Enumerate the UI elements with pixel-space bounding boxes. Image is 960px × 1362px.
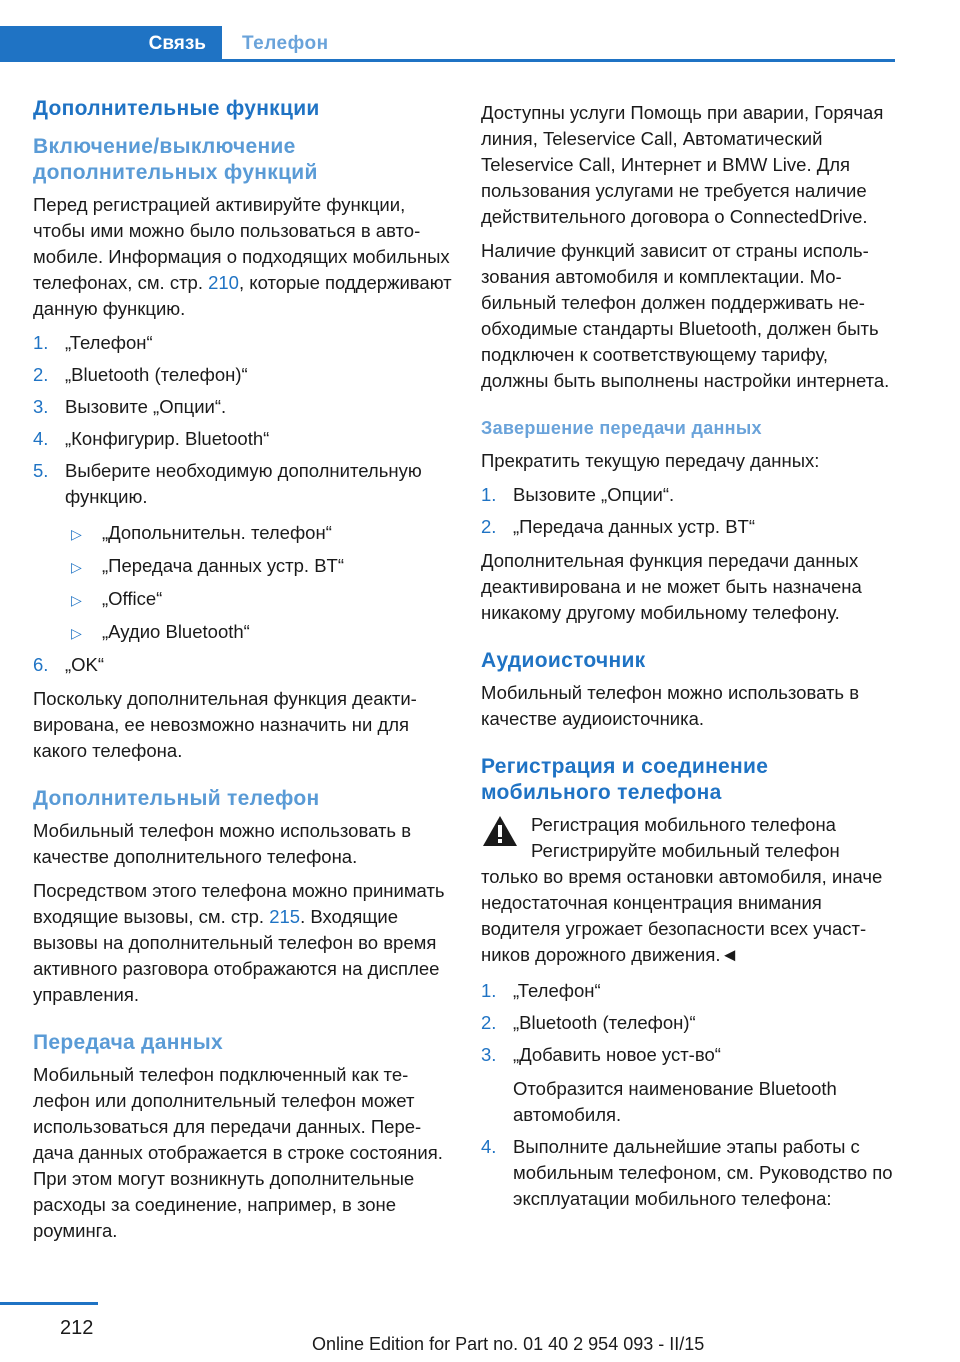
- step-text: „Передача данных устр. BT“: [513, 516, 755, 537]
- list-item: [33, 330, 453, 356]
- extra-text-b: . Входящие вызовы на дополнительный телефон во время активного разговора отображаются на дисплее управления.: [33, 906, 440, 1005]
- step-number: 2.: [481, 1012, 497, 1033]
- section-audio-source: [481, 648, 896, 732]
- footer-divider: [0, 1302, 98, 1305]
- end-transfer-intro: Прекратить текущую передачу данных:: [481, 450, 820, 471]
- step-number: 1.: [481, 980, 497, 1001]
- page-header: [0, 0, 895, 62]
- step-text: „Bluetooth (телефон)“: [513, 1012, 696, 1033]
- step-number: 4.: [33, 428, 49, 449]
- step-number: 5.: [33, 460, 49, 481]
- step-text: „Телефон“: [65, 332, 153, 353]
- list-item: [65, 553, 453, 579]
- step-text: Вызовите „Опции“.: [513, 484, 675, 505]
- subsection-title-extra-phone: Дополнительный телефон: [33, 787, 320, 810]
- subsection-title-end-transfer: Завершение передачи данных: [481, 418, 762, 438]
- list-item: [481, 978, 896, 1004]
- list-item: [33, 426, 453, 452]
- option-text: „Office“: [102, 588, 163, 609]
- page-number: 212: [60, 1317, 94, 1339]
- step-text: „Bluetooth (телефон)“: [65, 364, 248, 385]
- step-text: „Добавить новое уст-во“: [513, 1044, 721, 1065]
- list-item: [65, 586, 453, 612]
- list-item: [65, 520, 453, 546]
- tab-svyaz[interactable]: Связь: [0, 26, 222, 62]
- list-item: [33, 458, 453, 645]
- step-number: 3.: [33, 396, 49, 417]
- triangle-bullet-icon: ▷: [71, 559, 82, 575]
- section-data-transfer: [33, 1030, 453, 1244]
- option-text: „Передача данных устр. BT“: [102, 555, 344, 576]
- triangle-bullet-icon: ▷: [71, 592, 82, 608]
- option-text: „Допольнительн. телефон“: [102, 522, 332, 543]
- section-registration: [481, 754, 896, 1212]
- extra-phone-paragraph-1: Мобильный телефон можно использовать в качестве дополнительного телефона.: [33, 820, 412, 867]
- step-number: 6.: [33, 654, 49, 675]
- data-transfer-paragraph: Мобильный телефон подключенный как телефон или дополнительный телефон может использоваться для передачи данных. Передача данных отображается в строке состояния. При этом могут возникнуть дополнительные расходы за соединение, например, в зоне роуминга.: [33, 1064, 443, 1241]
- list-item: [481, 1010, 896, 1036]
- intro-text-b: , которые поддерживают данную функцию.: [33, 272, 452, 319]
- warning-triangle-icon: [481, 814, 519, 848]
- section-end-transfer: [481, 416, 896, 626]
- triangle-bullet-icon: ▷: [71, 526, 82, 542]
- right-column: [481, 100, 896, 1220]
- tab-telefon[interactable]: Телефон: [242, 33, 329, 54]
- step-text: Вызовите „Опции“.: [65, 396, 227, 417]
- warning-block: [481, 812, 896, 838]
- page-link-215[interactable]: 215: [269, 906, 301, 927]
- subsection-title-data-transfer: Передача данных: [33, 1031, 223, 1054]
- list-item: [481, 1134, 896, 1212]
- step-number: 1.: [33, 332, 49, 353]
- registration-steps-list: [481, 978, 896, 1212]
- list-item: [481, 482, 896, 508]
- step-text: Выполните дальнейшие этапы работы с мобильным телефоном, см. Руководство по эксплуатации мобильного телефона:: [513, 1136, 893, 1209]
- availability-paragraph: Наличие функций зависит от страны использования автомобиля и комплектации. Мобильный телефон должен поддерживать необходимые стандарты Bluetooth, должен быть подключен к соответствующему тарифу, должны быть выполнены настройки интернета.: [481, 240, 890, 391]
- step-text: „OK“: [65, 654, 105, 675]
- step-number: 2.: [33, 364, 49, 385]
- audio-paragraph: Мобильный телефон можно использовать в качестве аудиоисточника.: [481, 682, 860, 729]
- list-item: [33, 652, 453, 678]
- intro-paragraph: [33, 192, 453, 322]
- list-item: [33, 362, 453, 388]
- subsection-title-audio: Аудиоисточник: [481, 649, 646, 672]
- warning-title: Регистрация мобильного телефона: [531, 814, 836, 835]
- list-item: [481, 514, 896, 540]
- step-number: 4.: [481, 1136, 497, 1157]
- end-steps-list: [481, 482, 896, 540]
- left-column: [33, 96, 453, 1252]
- edition-footer: Online Edition for Part no. 01 40 2 954 093 - II/15: [312, 1334, 705, 1354]
- services-paragraph: Доступны услуги Помощь при аварии, Горячая линия, Teleservice Call, Автоматический Teleservice Call, Интернет и BMW Live. Для пользования услугами не требуется наличие действительного договора о ConnectedDrive.: [481, 102, 884, 227]
- extra-text-a: Посредством этого телефона можно принимать входящие вызовы, см. стр.: [33, 880, 445, 927]
- step-number: 2.: [481, 516, 497, 537]
- function-options-list: [65, 520, 453, 645]
- deactivation-note: Поскольку дополнительная функция деактивирована, ее невозможно назначить ни для какого телефона.: [33, 688, 417, 761]
- subsection-title-enable: Включение/выключение дополнительных функций: [33, 135, 318, 184]
- step-text: „Конфигурир. Bluetooth“: [65, 428, 270, 449]
- list-item: [33, 394, 453, 420]
- warning-body: [481, 838, 896, 968]
- page-link-210[interactable]: 210: [208, 272, 239, 293]
- list-item: [481, 1042, 896, 1128]
- step-text: Выберите необходимую дополнительную функцию.: [65, 460, 422, 507]
- intro-text-a: Перед регистрацией активируйте функции, чтобы ими можно было пользоваться в автомобиле. Информация о подходящих мобильных телефонах, см. стр.: [33, 194, 450, 293]
- extra-phone-paragraph-2: [33, 878, 453, 1008]
- step-number: 1.: [481, 484, 497, 505]
- header-divider: [222, 59, 895, 62]
- warning-body-text: Регистрируйте мобильный телефон только во время остановки автомобиля, иначе недостаточная концентрация внимания водителя угрожает безопасности всех участников дорожного движения.◄: [481, 840, 883, 965]
- subsection-title-registration: Регистрация и соединение мобильного телефона: [481, 755, 769, 804]
- triangle-bullet-icon: ▷: [71, 625, 82, 641]
- step-note: Отобразится наименование Bluetooth автомобиля.: [513, 1078, 837, 1125]
- end-transfer-result: Дополнительная функция передачи данных деактивирована и не может быть назначена никакому другому мобильному телефону.: [481, 550, 862, 623]
- enable-steps-list: [33, 330, 453, 678]
- section-extra-phone: [33, 786, 453, 1008]
- step-number: 3.: [481, 1044, 497, 1065]
- option-text: „Аудио Bluetooth“: [102, 621, 250, 642]
- section-title-extra-functions: Дополнительные функции: [33, 97, 320, 120]
- step-text: „Телефон“: [513, 980, 601, 1001]
- list-item: [65, 619, 453, 645]
